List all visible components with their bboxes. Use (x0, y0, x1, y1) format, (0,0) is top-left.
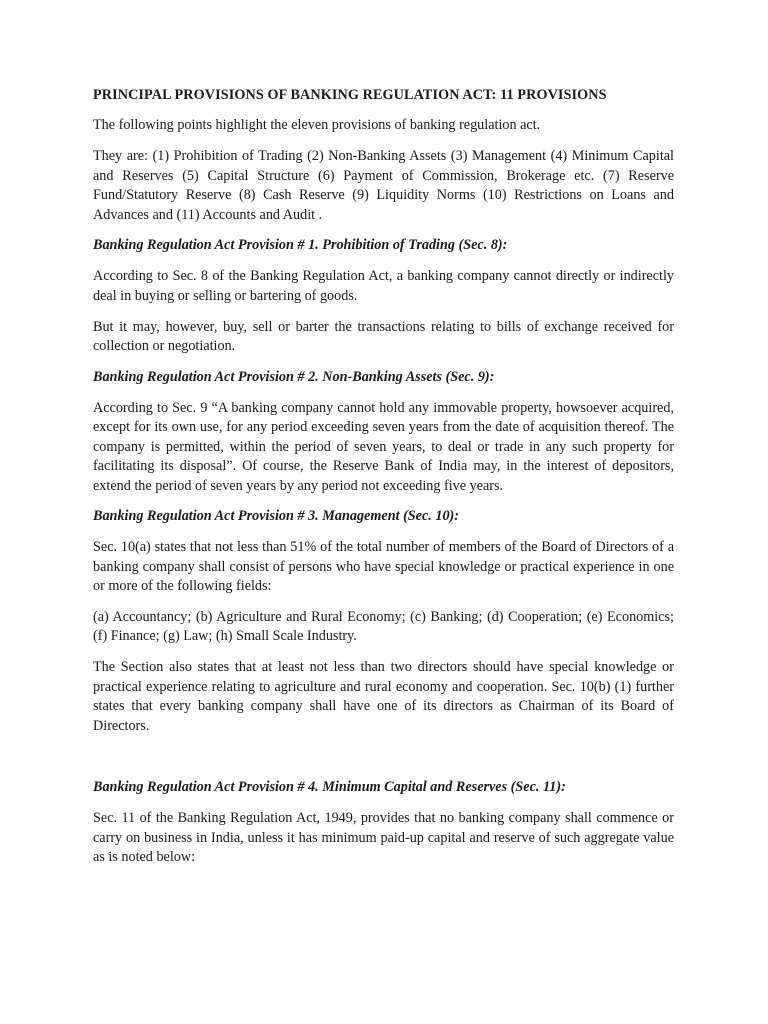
blank-line (93, 747, 674, 778)
section-4 (93, 778, 674, 867)
section-3 (93, 507, 674, 736)
intro-paragraph: The following points highlight the eleven provisions of banking regulation act. (93, 117, 541, 134)
section-paragraph: According to Sec. 9 “A banking company cannot hold any immovable property, howsoever acquired, except for its own use, for any period exceeding seven years from the date of acquisition thereof. The company is permitted, within the period of seven years, to deal or trade in any such property for facilitating its disposal”. Of course, the Reserve Bank of India may, in the interest of depositors, extend the period of seven years by any period not exceeding five years. (93, 399, 674, 494)
section-1 (93, 236, 674, 356)
document-title: PRINCIPAL PROVISIONS OF BANKING REGULATION ACT: 11 PROVISIONS (93, 87, 607, 103)
section-heading: Banking Regulation Act Provision # 3. Management (Sec. 10): (93, 508, 460, 525)
section-heading: Banking Regulation Act Provision # 4. Minimum Capital and Reserves (Sec. 11): (93, 779, 566, 796)
section-paragraph: Sec. 10(a) states that not less than 51% of the total number of members of the Board of Directors of a banking company shall consist of persons who have special knowledge or practical experience in one or more of the following fields: (93, 539, 674, 595)
section-paragraph: The Section also states that at least not less than two directors should have special knowledge or practical experience relating to agriculture and rural economy and cooperation. Sec. 10(b) (1) further states that every banking company shall have one of its directors as Chairman of its Board of Directors. (93, 659, 674, 734)
section-paragraph: Sec. 11 of the Banking Regulation Act, 1949, provides that no banking company shall commence or carry on business in India, unless it has minimum paid-up capital and reserve of such aggregate value as is noted below: (93, 810, 674, 866)
section-heading: Banking Regulation Act Provision # 2. Non-Banking Assets (Sec. 9): (93, 368, 495, 385)
section-paragraph: But it may, however, buy, sell or barter the transactions relating to bills of exchange received for collection or negotiation. (93, 318, 674, 355)
document-page (93, 86, 674, 879)
section-paragraph: (a) Accountancy; (b) Agriculture and Rural Economy; (c) Banking; (d) Cooperation; (e) Economics; (f) Finance; (g) Law; (h) Small Scale Industry. (93, 609, 674, 645)
section-heading: Banking Regulation Act Provision # 1. Prohibition of Trading (Sec. 8): (93, 237, 508, 254)
section-2 (93, 368, 674, 496)
section-paragraph: According to Sec. 8 of the Banking Regulation Act, a banking company cannot directly or indirectly deal in buying or selling or bartering of goods. (93, 268, 674, 304)
provisions-list-paragraph: They are: (1) Prohibition of Trading (2) Non-Banking Assets (3) Management (4) Minimum Capital and Reserves (5) Capital Structure (6) Payment of Commission, Brokerage etc. (7) Reserve Fund/Statutory Reserve (8) Cash Reserve (9) Liquidity Norms (10) Restrictions on Loans and Advances and (11) Accounts and Audit . (93, 148, 674, 223)
